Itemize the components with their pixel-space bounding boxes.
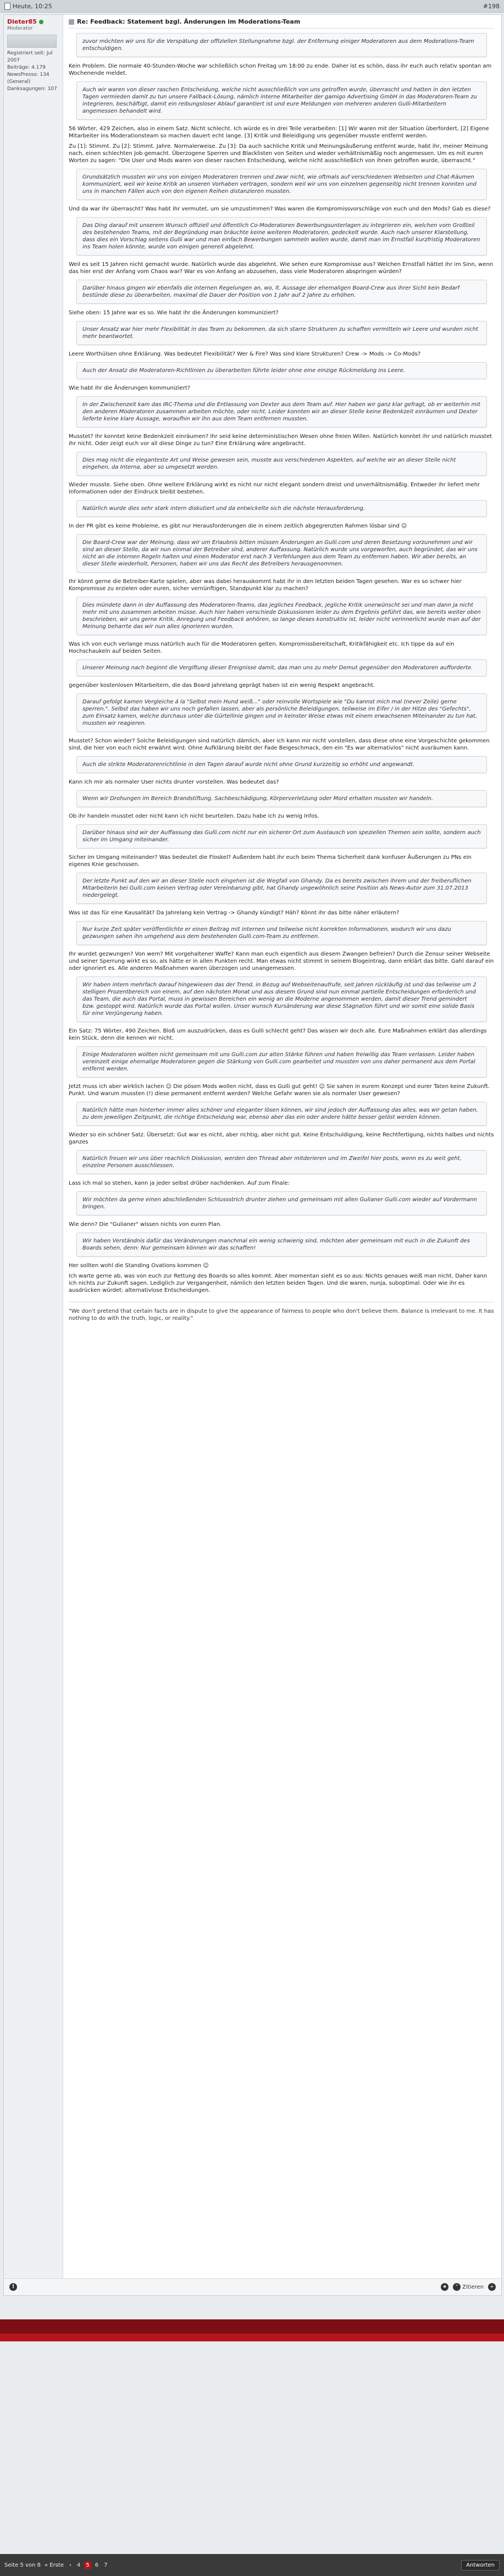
prev-page-link[interactable]: ‹ (69, 2562, 72, 2568)
post-title: Re: Feedback: Statement bzgl. Änderungen im Moderations-Team (77, 18, 301, 25)
post-topbar (0, 0, 504, 13)
user-stat-value: Jul 2007 (7, 51, 53, 63)
user-rank-banner (7, 35, 57, 48)
quote-block: Darüber hinaus sind wir der Auffassung das Gulli.com nicht nur ein sicherer Ort zum Austausch von speziellen Themen sein sollte, sondern auch sicher im Umgang miteinander. (76, 824, 487, 848)
quote-block: Auch der Ansatz die Moderatoren-Richtlinien zu überarbeiten führte leider ohne eine einzige Rückmeldung ins Leere. (76, 362, 487, 379)
quote-block: Die Board-Crew war der Meinung, dass wir um Erlaubnis bitten müssen Änderungen an Gulli.com und deren Besetzung vorzunehmen und wir sind an dieser Stelle, da wir nun einmal der Betreiber sind, anderer Auffassung. Natürlich wurde uns vorgeworfen, auch begründet, das wir uns nicht an die internen Regeln halten und einen Moderator erst nach 3 Verfehlungen aus dem Team zu entfernen haben. Wir aber bereits, an dieser Stelle wiederholt, Personen, haben wir uns das Recht des Betreibers herausgenommen. (76, 534, 487, 573)
post-title-row (69, 18, 495, 29)
post-timestamp: Heute, 10:25 (13, 2, 52, 10)
quote-block: Einige Moderatoren wollten nicht gemeinsam mit uns Gulli.com zur alten Stärke führen und haben freiwillig das Team verlassen. Leider haben vereinzelt einige ehemalige Moderatoren gegen die Stärkung von Gulli.com gearbeitet und mussten von uns daher permanent aus dem Portal entfernt werden. (76, 1046, 487, 1078)
quote-block: Nur kurze Zeit später veröffentlichte er einen Beitrag mit internen und teilweise nicht korrekten Informationen, wodurch wir uns dazu gezwungen sahen ihn umgehend aus dem bestehenden Gulli.com-Team zu entfernen. (76, 921, 487, 945)
post-paragraph: Ihr wurdet gezwungen? Von wem? Mit vorgehaltener Waffe? Kann man euch eigentlich aus diesem Zwangen befreien? Durch die Zensur seiner Webseite und seiner Sperrung wirkt es so, als hätte er in allen Punkten recht. Man etwas nicht stimmt in seinem Blogeintrag, dann erklärt das bitte. Gahl darauf ein oder ignoriert es. Alle anderen Maßnahmen waren überzogen und unangemessen. (69, 951, 494, 971)
post-content (69, 18, 495, 1322)
post-paragraph: 56 Wörter, 429 Zeichen, also in einem Satz. Nicht schlecht. Ich würde es in drei Teile verarbeiten: [1] Wir waren mit der Situation überfordert, [2] Eigene Mitarbeiter ins Moderationsteam so machen dauert echt lange. [3] Kritik und Beleidigung uns gegenüber musste entfernt werden. (69, 126, 489, 139)
user-stat-label: Danksagungen: (7, 86, 46, 92)
page-link[interactable]: 6 (95, 2562, 99, 2568)
user-stat-value: 4.179 (31, 65, 46, 70)
post-paragraph: Zu [1]: Stimmt. Zu [2]: Stimmt. Jahre. Normalerweise. Zu [3]: Da auch sachliche Kritik und Meinungsäußerung entfernt wurde, habt ihr, meiner Meinung nach, einen schlechten Job gemacht. Überzogene Sperren und Blacklisten von Seiten und wieder verhältnismäßig noch angemessen. Um es mit euren Worten zu sagen: "Die User und Mods waren von dieser raschen Entscheidung, welche nicht ausschließlich von ihnen getroffen wurde, überrascht." (69, 143, 488, 164)
post-paragraph: Wieder so ein schöner Satz. Übersetzt: Gut war es nicht, aber richtig, aber nicht gut. Keine Entschuldigung, keine Rechtfertigung, nichts halbes und nichts ganzes (69, 1132, 494, 1145)
quote-block: Grundsätzlich mussten wir uns von einigen Moderatoren trennen und zwar nicht, wie oftmals auf verschiedenen Webseiten und Chat-Räumen kommuniziert, weil wir keine Kritik an unseren Vorhaben vertragen, sondern weil wir uns von einzelnen gegenseitig nicht trennen konnten und uns in manchen Fällen auch von den eigenen Reihen distanzieren mussten. (76, 169, 487, 200)
quote-block: Das Ding darauf mit unserem Wunsch offiziell und öffentlich Co-Moderatoren Bewerbungsunterlagen zu integrieren ein, welchen vom Großteil des bestehenden Teams, mit der Begründung man bräuchte keine weiteren Moderatoren, gedeckelt wurde. Auch nach unserer Klarstellung, dass dies ein Vorschlag seitens Gulli war und man einfach Bewerbungen sammeln wollen wurde, damit man im Ernstfall kurzfristig Moderatoren ins Team holen könnte, wurde von einigen generell abgelehnt. (76, 217, 487, 256)
post-paragraph: Ob ihr handeln musstet oder nicht kann ich nicht beurteilen. Dazu habe ich zu wenig Infos. (69, 813, 319, 819)
post-paragraph: Musstet? Ihr konntet keine Bedenkzeit einräumen? Ihr seid keine deterministischen Wesen ohne freien Willen. Natürlich konntet ihr und natürlich musstet ihr nicht. Oder zeigt euch vor all diese Dinge zu tun? Eine Erklärung wäre angebracht. (69, 434, 492, 447)
report-icon[interactable]: ! (9, 2283, 17, 2291)
post-paragraph: gegenüber kostenlosen Mitarbeitern, die das Board jahrelang geprägt haben ist ein wenig Respekt angebracht. (69, 682, 375, 689)
user-stats (7, 50, 59, 93)
quote-block: Wir möchten da gerne einen abschließenden Schlussstrich drunter ziehen und gemeinsam mit allen Gulianer Gulli.com wieder auf Vordermann bringen. (76, 1191, 487, 1215)
post-paragraph: Was ich von euch verlange muss natürlich auch für die Moderatoren gelten. Kompromissbereitschaft, Kritikfähigkeit etc. Ich tippe da auf ein Hochschaukeln auf beiden Seiten. (69, 641, 455, 654)
document-icon (4, 3, 10, 10)
post-paragraph: Was ist das für eine Kausalität? Da Jahrelang kein Vertrag -> Ghandy kündigt? Häh? Könnt ihr das bitte näher erläutern? (69, 910, 400, 916)
quote-block: Darüber hinaus gingen wir ebenfalls die internen Regelungen an, wo, lt. Aussage der ehemaligen Board-Crew aus ihrer Sicht kein Bedarf bestünde diese zu überarbeiten, maximal die Dauer der Position von 1 Jahr auf 2 Jahre zu erhöhen. (76, 280, 487, 304)
user-stat-label: Beiträge: (7, 65, 30, 70)
post-number[interactable]: #198 (483, 2, 500, 10)
post-paragraph: Kann ich mir als normaler User nichts drunter vorstellen. Was bedeutet das? (69, 779, 279, 785)
quote-block: Dies mag nicht die eleganteste Art und Weise gewesen sein, musste aus verschiedenen Aspekten, auf welche wir an dieser Stelle nicht eingehen, da Interna, aber so umgesetzt werden. (76, 452, 487, 476)
post-paragraph: Her sollten wohl die Standing Ovations kommen ☺ (69, 1263, 209, 1269)
post-paragraph: Musstet? Schon wieder? Solche Beleidigungen sind natürlich dämlich, aber ich kann mir nicht vorstellen, dass diese ohne eine Vorgeschichte gekommen sind, die hier von euch nicht erwähnt wird. Ohne Aufklärung bleibt der Fade Beigeschmack, den ein "Es war alternativlos" nicht ausräumen kann. (69, 738, 490, 751)
quote-icon: “ (453, 2283, 461, 2291)
multi-quote-icon[interactable]: + (488, 2283, 496, 2291)
thread-icon (69, 19, 74, 25)
page-links (75, 2562, 109, 2569)
quote-block: Unserer Meinung nach beginnt die Vergiftung dieser Ereignisse damit, das man uns zu mehr Demut gegenüber den Moderatoren aufforderte. (76, 659, 487, 676)
user-stat (7, 64, 59, 71)
forum-footer-band (0, 2319, 504, 2334)
quote-block: Natürlich hätte man hinterher immer alles schöner und eleganter lösen können, wir sind jedoch der Auffassung das alles, was wir getan haben, zu dem jeweiligen Zeitpunkt, die richtige Entscheidung war, ebenso aber das ein oder andere hätte besser gelöst werden können. (76, 1102, 487, 1126)
user-stat (7, 50, 59, 64)
user-title: Moderator (7, 26, 33, 31)
quote-block: Wir haben Verständnis dafür das Veränderungen manchmal ein wenig schwierig sind, möchten aber gemeinsam mit euch in die Zukunft des Boards sehen, denn: Nur gemeinsam können wir das schaffen! (76, 1233, 487, 1257)
first-page-link[interactable]: « Erste (45, 2562, 64, 2568)
user-stat-label: Registriert seit: (7, 51, 45, 56)
quote-block: Auch die strikte Moderatorenrichtlinie in den Tagen darauf wurde nicht ohne Grund kurzzeitig so erhöht und angewandt. (76, 756, 487, 773)
post-paragraph: Jetzt muss ich aber wirklich lachen ☺ Die pösen Mods wollen nicht, dass es Gulli gut geht! ☺ Sie sahen in eurem Konzept und eurer Taten keine Zukunft. Punkt. Und warum mussten (!) diese permanent entfernt werden? Welche Gefahr waren sie als normaler User gewesen? (69, 1084, 490, 1097)
page-label: Seite 5 von 8 (4, 2562, 41, 2568)
quote-block: Natürlich freuen wir uns über reachlich Diskussion, werden den Thread aber mitderieren und im Zweifel hier posts, wenn es zu weit geht, einzelne Personen ausschliessen. (76, 1150, 487, 1174)
post-paragraph: Lass ich mal so stehen, kann ja jeder selbst drüber nachdenken. Auf zum Finale: (69, 1180, 290, 1186)
post-paragraph: Weil es seit 15 Jahren nicht gemacht wurde. Natürlich wurde das abgelehnt. Wie sehen eure Kompromisse aus? Welchen Ernstfall hättet ihr im Sinn, wenn das hier erst der Anfang vom Chaos war? War es von Anfang an abzusehen, dass viele Moderatoren abspringen würden? (69, 262, 494, 275)
pagination (4, 2562, 109, 2569)
username[interactable]: Dieter85 (7, 18, 37, 25)
post (3, 14, 502, 2296)
quote-block: Unser Ansatz war hier mehr Flexibilität in das Team zu bekommen, da sich starre Strukturen zu schaffen vermitteln wir Leere und wurden nicht mehr beantwortet. (76, 321, 487, 345)
user-stat (7, 86, 59, 93)
user-stat-label: NewsPresso: (7, 72, 38, 77)
user-stat (7, 71, 59, 86)
quote-block: Wenn wir Drohungen im Bereich Brandstiftung, Sachbeschädigung, Körperverletzung oder Mord erhalten mussten wir handeln. (76, 790, 487, 807)
quote-block: Der letzte Punkt auf den wir an dieser Stelle noch eingehen ist die Wegfall von Ghandy. Da es bereits zwischen ihrem und der freiberuflichen Mitarbeiterin bei Gulli.com keinen Vertrag oder Vereinbarung gibt, hat Ghandy ungewöhnlich seine Position als News-Autor zum 31.07.2013 niedergelegt. (76, 873, 487, 904)
quote-block: Auch wir waren von dieser raschen Entscheidung, welche nicht ausschließlich von uns getroffen wurde, überrascht und hatten in den letzten Tagen vermieden damit zu tun unsere Fallback-Lösung, nämlich interne Mitarbeiter der gamigo Advertising GmbH in das Moderatoren-Team zu integrieren, beschäftigt, damit ein reibungsloser Ablauf garantiert ist und eure Meldungen von mehreren anderen Gulli-Mitarbeitern angemessen behandelt wird. (76, 81, 487, 120)
page-link[interactable]: 5 (84, 2562, 91, 2569)
pagination-bar (0, 2554, 504, 2576)
quote-block: Natürlich wurde dies sehr stark intern diskutiert und da entwickelte sich die nächste Herausforderung. (76, 500, 487, 517)
quote-label: Zitieren (462, 2284, 484, 2290)
post-footer (4, 2278, 501, 2295)
post-paragraph: Kein Problem. Die normale 40-Stunden-Woche war schließlich schon Freitag um 18:00 zu ende. Daher ist es schön, dass ihr euch auch relativ spontan am Wochenende meldet. (69, 63, 492, 76)
user-stat-value: 134 (General) (7, 72, 49, 85)
signature: "We don't pretend that certain facts are in dispute to give the appearance of fairness to people who don't believe them. Balance is irrelevant to me. It has nothing to do with the truth, logic, or reality." (69, 1302, 495, 1322)
post-paragraph: Sicher im Umgang miteinander? Was bedeutet die Floskel? Außerdem habt ihr euch beim Thema Sicherheit dank konfuser Äußerungen zu PNs ein eigenes Knie geschossen. (69, 854, 472, 868)
quote-block: Darauf gefolgt kamen Vergleiche á la "Selbst mein Hund weiß..." oder reinvolle Wortspiele wie "Du kannst mich mal (never Zeile) gerne sperren.". Selbst das haben wir uns noch gefallen lassen, aber als persönliche Beleidigungen, teilweise im Eifer / in der Hitze des "Gefechts", zum Einsatz kamen, welche durchaus unter die Gürtellinie gingen und in keinster Weise etwas mit einem erwachsenen Miteinander zu tun hat, mussten wir reagieren. (76, 693, 487, 732)
post-body (69, 33, 495, 1294)
post-paragraph: Ihr könnt gerne die Betreiber-Karte spielen, aber was dabei herauskommt habt ihr in den letzten beiden Tagen gesehen. War es so schwer hier Kompromisse zu erzielen oder euren, sicher vernünftigen, Standpunkt klar zu machen? (69, 579, 462, 592)
forum-footer-band-accent (0, 2334, 504, 2341)
post-paragraph: In der PR gibt es keine Probleme, es gibt nur Herausforderungen die in einem zeitlich abgegrenzten Rahmen lösbar sind ☺ (69, 523, 407, 529)
online-status-icon (39, 20, 43, 24)
post-paragraph: Leere Worthülsen ohne Erklärung. Was bedeutet Flexibilität? Wer & Fire? Was sind klare Strukturen? Crew -> Mods -> Co-Mods? (69, 351, 420, 357)
quote-block: In der Zwischenzeit kam das IRC-Thema und die Entlassung von Dexter aus dem Team auf. Hier haben wir ganz klar gefragt, ob er weiterhin mit den anderen Moderatoren zusammen arbeiten möchte, oder nicht. Leider konnten wir an dieser Stelle keine Bedenkzeit einräumen und Dexter lieferte keine klare Aussage, woraufhin wir ihn aus dem Team entfernen mussten. (76, 396, 487, 428)
user-sidebar (4, 15, 63, 2295)
user-stat-value: 107 (47, 86, 57, 92)
page-link[interactable]: 4 (77, 2562, 81, 2568)
quote-block: Dies mündete dann in der Auffassung des Moderatoren-Teams, das jegliches Feedback, jegliche Kritik unerwünscht sei und man dann ja nicht mehr mit uns zusammen arbeiten müsse. Auch hier haben verschiede Diskussionen leider zu dem Ergebnis geführt das, wie bereits weiter oben beschrieben, wir uns gerne Kritik, Anregung und Feedback anhören, so lange dieses konstruktiv ist, leider nicht verinnerlicht wurde man auf der Meinung beharrte das wir nun alles ignorieren wurden. (76, 597, 487, 635)
thanks-icon[interactable]: ★ (441, 2283, 448, 2291)
post-paragraph: Ich warte gerne ab, was von euch zur Rettung des Boards so alles kommt. Aber momentan sieht es so aus: Nichts genaues weiß man nicht. Daher kann ich nichts zur Zukunft sagen. Lediglich zur Vergangenheit, nämlich den letzten beiden Tagen. Und die waren, nunja, suboptimal. Oder wie ihr es ausdrücken würdet: alternativlose Entscheidungen. (69, 1273, 488, 1293)
post-paragraph: Siehe oben: 15 Jahre war es so. Wie habt ihr die Änderungen kommuniziert? (69, 310, 279, 316)
post-paragraph: Wieder musste. Siehe oben. Ohne weitere Erklärung wirkt es nicht nur nicht elegant sondern dreist und unverhältnismäßig. Entweder ihr liefert mehr Informationen oder der Eindruck bleibt bestehen. (69, 482, 480, 495)
post-paragraph: Und da war ihr überrascht? Was habt ihr vermutet, um sie umzustimmen? Was waren die Kompromissvorschläge von euch und den Mods? Gab es diese? (69, 206, 491, 212)
post-paragraph: Ein Satz: 75 Wörter, 490 Zeichen. Bloß um auszudrücken, dass es Gulli schlecht geht? Das wissen wir doch alle. Eure Maßnahmen erklärt das allerdings kein Stück, denn die kennen wir nicht. (69, 1028, 487, 1041)
post-paragraph: Wie denn? Die "Gulianer" wissen nichts von euren Plan. (69, 1222, 222, 1228)
page-link[interactable]: 7 (104, 2562, 108, 2568)
quote-button[interactable] (453, 2283, 484, 2291)
page-spacer (0, 2341, 504, 2550)
quote-block: zuvor möchten wir uns für die Verspätung der offiziellen Stellungnahme bzgl. der Entfernung einiger Moderatoren aus dem Moderations-Team entschuldigen. (76, 33, 487, 57)
post-paragraph: Wie habt ihr die Änderungen kommuniziert? (69, 385, 191, 391)
quote-block: Wir haben intern mehrfach darauf hingewiesen das der Trend, in Bezug auf Webseitenaufrufe, seit Jahren rückläufig ist und das teilweise um 2 stelligen Prozentbereich von einem, auf den nächsten Monat und aus diesem Grund sind nun einmal partielle Entscheidungen erforderlich und das Team, die auch das Portal, muss in gewissen Bereichen ein wenig an die Moderne angenommen werden, damit dieser Trend gemindert bzw. gestoppt wird. Natürlich wurde das Portal wollen. Unser wunsch Kursänderung war diese Stagnation führt und wir somit eine solide Basis für eine Verjüngerung haben. (76, 976, 487, 1022)
reply-button[interactable]: Antworten (461, 2560, 500, 2571)
